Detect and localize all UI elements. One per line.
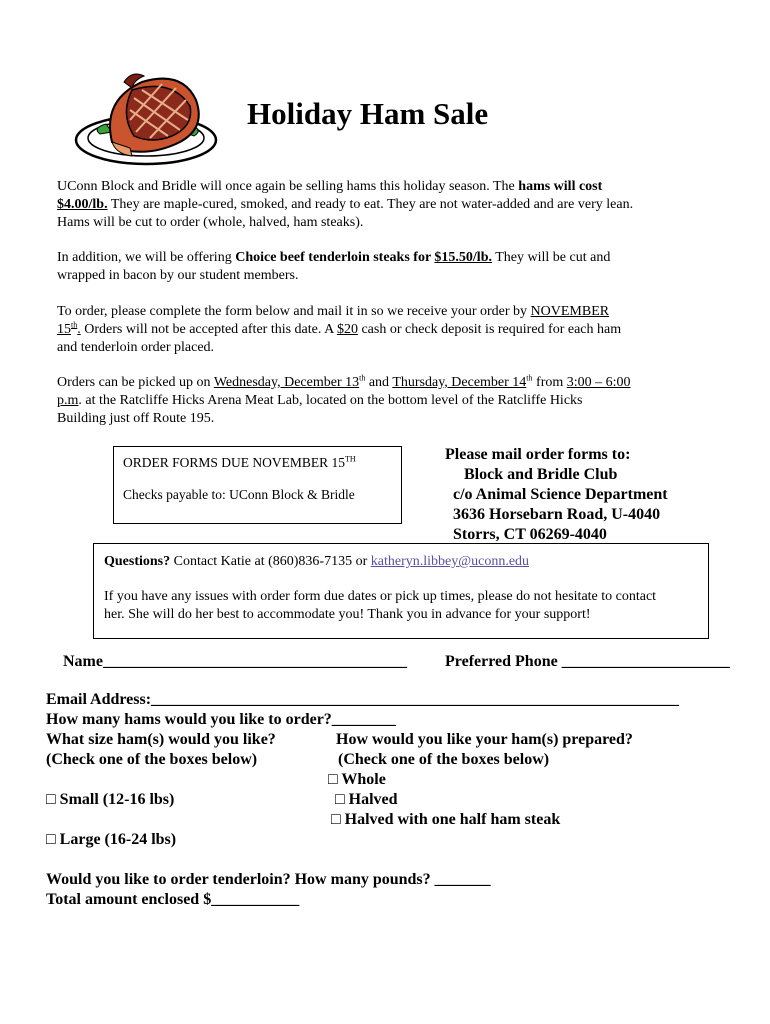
checks-payable-line: Checks payable to: UConn Block & Bridle <box>123 487 355 502</box>
email-field[interactable]: Email Address:__________________________________________________________________ <box>46 691 680 708</box>
ham-count-field[interactable]: How many hams would you like to order?________ <box>46 711 396 728</box>
intro-paragraph-3 <box>57 303 737 357</box>
price-tenderloin: $15.50/lb. <box>434 250 492 265</box>
price-ham: $4.00/lb. <box>57 197 108 212</box>
text: cash or check deposit is required for each ham <box>357 322 622 337</box>
text: from <box>532 375 567 390</box>
prep-question: How would you like your ham(s) prepared? <box>336 731 633 748</box>
pickup-date-1: Wednesday, December 13 <box>213 375 360 390</box>
intro-paragraph-1 <box>57 178 737 232</box>
total-field[interactable]: Total amount enclosed $___________ <box>46 891 300 908</box>
mail-heading: Please mail order forms to: <box>445 446 631 463</box>
mail-line: Block and Bridle Club <box>464 466 618 483</box>
questions-box <box>93 543 709 639</box>
questions-line <box>104 553 529 571</box>
size-question: What size ham(s) would you like? <box>46 731 276 748</box>
mail-address <box>445 445 668 545</box>
mail-line: c/o Animal Science Department <box>453 486 668 503</box>
text: Building just off Route 195. <box>57 411 215 426</box>
text: Orders will not be accepted after this date. A <box>80 322 337 337</box>
phone-field[interactable]: Preferred Phone _____________________ <box>445 653 730 670</box>
text: and <box>365 375 393 390</box>
size-hint: (Check one of the boxes below) <box>46 751 258 768</box>
mail-line: Storrs, CT 06269-4040 <box>453 526 607 543</box>
option-whole-checkbox[interactable]: □ Whole <box>328 771 386 788</box>
ham-illustration <box>72 70 220 170</box>
text: her. She will do her best to accommodate you! Thank you in advance for your support! <box>104 607 591 622</box>
text: They will be cut and <box>492 250 611 265</box>
intro-paragraph-4 <box>57 374 747 428</box>
text: p.m <box>57 393 79 408</box>
contact-email-link[interactable]: katheryn.libbey@uconn.edu <box>370 554 530 569</box>
text: . at the Ratcliffe Hicks Arena Meat Lab, located on the bottom level of the Ratcliffe Hicks <box>78 393 583 408</box>
due-date-box <box>113 446 402 524</box>
tenderloin-field[interactable]: Would you like to order tenderloin? How many pounds? _______ <box>46 871 491 888</box>
text: In addition, we will be offering <box>57 250 236 265</box>
text: Hams will be cut to order (whole, halved, ham steaks). <box>57 215 364 230</box>
text: Questions? <box>104 554 171 569</box>
deposit-amount: $20 <box>336 322 358 337</box>
mail-line: 3636 Horsebarn Road, U-4040 <box>453 506 661 523</box>
text: TH <box>345 454 356 464</box>
text: Orders can be picked up on <box>57 375 214 390</box>
text: th <box>71 320 78 330</box>
text: . <box>77 322 81 337</box>
text: hams will cost <box>518 179 603 194</box>
text: ORDER FORMS DUE NOVEMBER 15 <box>123 455 346 470</box>
pickup-time: 3:00 – 6:00 <box>566 375 631 390</box>
text: th <box>526 373 533 383</box>
text: and tenderloin order placed. <box>57 340 215 355</box>
name-field[interactable]: Name______________________________________ <box>63 653 407 670</box>
page-title: Holiday Ham Sale <box>247 96 489 131</box>
text: UConn Block and Bridle will once again be selling hams this holiday season. The <box>57 179 519 194</box>
text: Choice beef tenderloin steaks for <box>235 250 435 265</box>
intro-paragraph-2 <box>57 249 737 285</box>
text: To order, please complete the form below and mail it in so we receive your order by <box>57 304 531 319</box>
pickup-date-2: Thursday, December 14 <box>392 375 527 390</box>
text: If you have any issues with order form due dates or pick up times, please do not hesitate to contact <box>104 589 657 604</box>
text: They are maple-cured, smoked, and ready to eat. They are not water-added and are very lean. <box>107 197 634 212</box>
prep-hint: (Check one of the boxes below) <box>338 751 550 768</box>
deadline-day: 15 <box>57 322 71 337</box>
deadline-month: NOVEMBER <box>530 304 610 319</box>
option-halved-checkbox[interactable]: □ Halved <box>335 791 398 808</box>
option-small-checkbox[interactable]: □ Small (12-16 lbs) <box>46 791 175 808</box>
text: Contact Katie at (860)836-7135 or <box>170 554 371 569</box>
option-halved-steak-checkbox[interactable]: □ Halved with one half ham steak <box>331 811 561 828</box>
text: th <box>359 373 366 383</box>
text: wrapped in bacon by our student members. <box>57 268 299 283</box>
option-large-checkbox[interactable]: □ Large (16-24 lbs) <box>46 831 177 848</box>
due-date-line <box>123 454 356 472</box>
